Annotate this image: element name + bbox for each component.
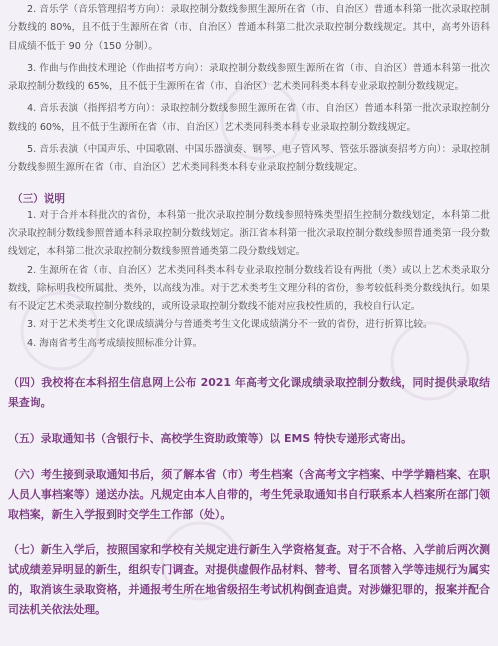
note-item-4: 4. 海南省考生高考成绩按照标准分计算。 xyxy=(27,337,203,349)
paragraph-item-4: 4. 音乐表演（指挥招考方向）：录取控制分数线参照生源所在省（市、自治区）普通本科第一批次录取控制分数线的 60%，且不低于生源所在省（市、自治区）艺术类同科类本科专业录取控制分数线规定。 xyxy=(8,103,490,133)
note-item-3: 3. 对于艺术类考生文化课成绩满分与普通类考生文化课成绩满分不一致的省份，进行折算比较。 xyxy=(27,319,433,331)
paragraph-item-5: 5. 音乐表演（中国声乐、中国歌剧、中国乐器演奏、钢琴、电子管风琴、管弦乐器演奏招考方向）：录取控制分数线参照生源所在省（市、自治区）艺术类同科类本科专业录取控制分数线规定。 xyxy=(8,144,490,174)
document-page xyxy=(0,1,498,646)
section-6: （六）考生接到录取通知书后，须了解本省（市）考生档案（含高考文字档案、中学学籍档案、在职人员人事档案等）递送办法。凡规定由本人自带的，考生凭录取通知书自行联系本人档案所在部门领取档案，新生入学报到时交学生工作部（处）。 xyxy=(8,468,490,522)
paragraph-item-3: 3. 作曲与作曲技术理论（作曲招考方向）：录取控制分数线参照生源所在省（市、自治区）普通本科第一批次录取控制分数线的 65%，且不低于生源所在省（市、自治区）艺术类同科类本科专业录取控制分数线规定。 xyxy=(8,62,490,93)
note-item-1: 1. 对于合并本科批次的省份，本科第一批次录取控制分数线参照特殊类型招生控制分数线划定，本科第二批次录取控制分数线参照普通本科录取控制分数线划定。浙江省本科第一批次录取控制分数线参照普通类第一段分数线划定，本科第二批次录取控制分数线参照普通类第二段分数线划定。 xyxy=(8,209,490,258)
section-7: （七）新生入学后，按照国家和学校有关规定进行新生入学资格复查。对于不合格、入学前后两次测试成绩差异明显的新生，组织专门调查。对提供虚假作品材料、替考、冒名顶替入学等违规行为属实的，取消该生录取资格，并通报考生所在地省级招生考试机构倒查追责。对涉嫌犯罪的，报案并配合司法机关依法处理。 xyxy=(8,543,490,617)
section-heading-3: （三）说明 xyxy=(12,192,65,205)
section-4: （四）我校将在本科招生信息网上公布 2021 年高考文化课成绩录取控制分数线，同时提供录取结果查询。 xyxy=(8,376,490,410)
paragraph-item-2: 2. 音乐学（音乐管理招考方向）：录取控制分数线参照生源所在省（市、自治区）普通本科第一批次录取控制分数线的 80%，且不低于生源所在省（市、自治区）普通本科第二批次录取控制分数线规定。其中，高考外语科目成绩不低于 90 分（150 分制）。 xyxy=(8,4,490,52)
note-item-2: 2. 生源所在省（市、自治区）艺术类同科类本科专业录取控制分数线若设有两批（类）或以上艺术类录取分数线，除标明我校所属批、类外，以高线为准。对于艺术类考生文理分科的省份，参考较低科类分数线执行。如果有不设定艺术类录取控制分数线的，或所设录取控制分数线不能对应我校性质的，我校自行认定。 xyxy=(8,264,490,313)
section-5: （五）录取通知书（含银行卡、高校学生资助政策等）以 EMS 特快专递形式寄出。 xyxy=(8,432,412,446)
